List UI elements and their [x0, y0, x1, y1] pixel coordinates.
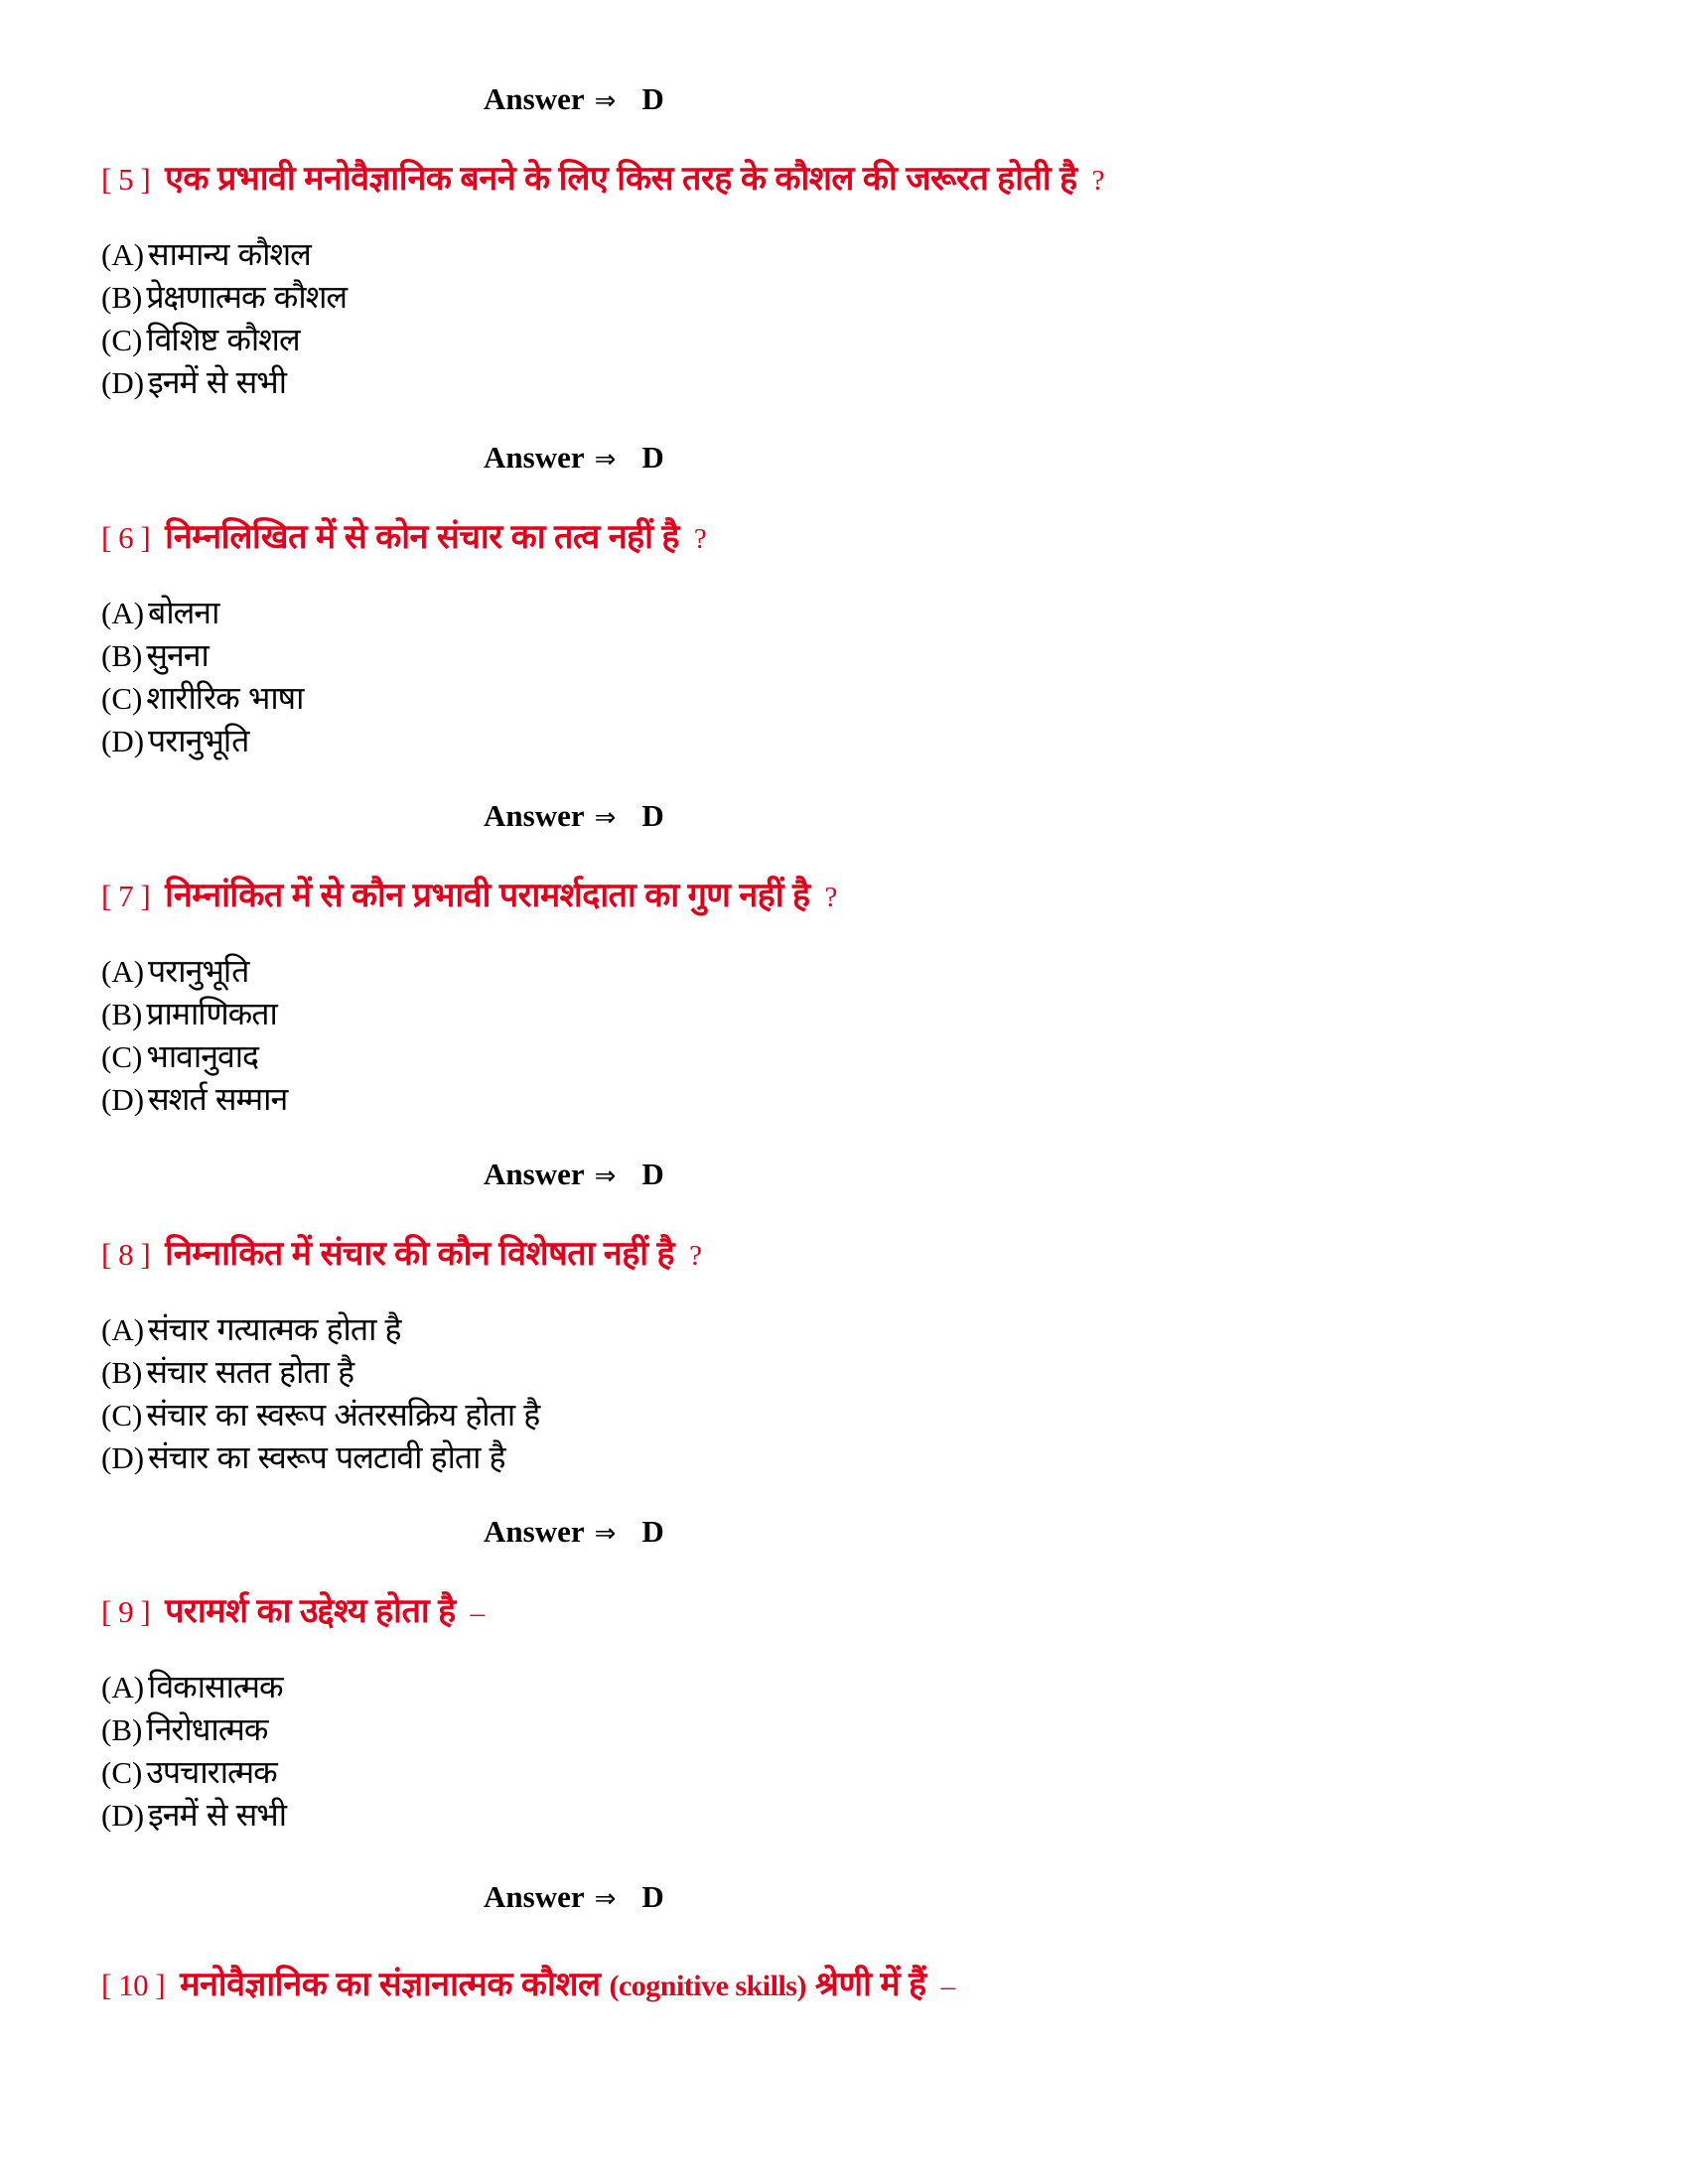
answer-label: Answer [484, 798, 585, 833]
option-c [101, 319, 347, 361]
answer-line-q5 [484, 440, 664, 478]
option-label: (D) [101, 365, 145, 400]
question-text-english: (cognitive skills) [609, 1970, 806, 2002]
option-b [101, 276, 347, 319]
options-q9 [101, 1666, 286, 1837]
question-text: निम्नाकित में संचार की कौन विशेषता नहीं है [165, 1235, 675, 1273]
answer-value: D [641, 1514, 664, 1549]
question-6 [101, 515, 706, 561]
option-text: विशिष्ट कौशल [146, 321, 300, 358]
option-a [101, 233, 347, 276]
question-9 [101, 1589, 485, 1635]
option-text: संचार का स्वरूप अंतरसक्रिय होता है [146, 1396, 540, 1433]
options-q7 [101, 950, 287, 1121]
option-text: इनमें से सभी [148, 363, 287, 401]
option-a [101, 1666, 286, 1708]
option-text: सामान्य कौशल [148, 235, 311, 273]
option-text: परानुभूति [148, 722, 249, 759]
option-text: निरोधात्मक [146, 1710, 268, 1748]
question-number: [ 6 ] [101, 520, 151, 555]
option-label: (A) [101, 1670, 145, 1705]
option-c [101, 1394, 539, 1436]
answer-value: D [641, 1879, 664, 1914]
option-b [101, 993, 287, 1035]
option-label: (B) [101, 1712, 143, 1747]
question-number: [ 9 ] [101, 1594, 151, 1629]
option-b [101, 1351, 539, 1394]
answer-line-q9 [484, 1879, 664, 1917]
option-label: (B) [101, 638, 143, 673]
implies-arrow-icon: ⇒ [594, 1884, 617, 1914]
option-c [101, 1751, 286, 1794]
question-suffix: ? [824, 882, 837, 913]
option-label: (B) [101, 280, 143, 315]
implies-arrow-icon: ⇒ [594, 1161, 617, 1191]
option-label: (C) [101, 1039, 143, 1074]
option-text: प्रेक्षणात्मक कौशल [146, 278, 348, 316]
question-suffix: ? [689, 1240, 702, 1272]
option-label: (B) [101, 997, 143, 1031]
question-text: मनोवैज्ञानिक का संज्ञानात्मक कौशल [180, 1966, 601, 2003]
answer-line-q6 [484, 798, 664, 836]
option-b [101, 634, 303, 677]
option-text: सशर्त सम्मान [148, 1080, 288, 1118]
answer-value: D [641, 440, 664, 475]
option-text: सुनना [146, 636, 209, 674]
option-label: (A) [101, 954, 145, 989]
option-label: (C) [101, 323, 143, 357]
option-label: (A) [101, 237, 145, 272]
option-a [101, 950, 287, 993]
option-text: इनमें से सभी [148, 1796, 287, 1834]
answer-line-q8 [484, 1514, 664, 1552]
option-a [101, 592, 303, 634]
answer-label: Answer [484, 81, 585, 116]
option-c [101, 677, 303, 720]
option-label: (D) [101, 724, 145, 758]
answer-label: Answer [484, 1157, 585, 1191]
question-number: [ 8 ] [101, 1237, 151, 1272]
option-a [101, 1308, 539, 1351]
option-label: (D) [101, 1082, 145, 1117]
option-text: संचार का स्वरूप पलटावी होता है [148, 1438, 505, 1476]
option-label: (D) [101, 1440, 145, 1475]
option-text: संचार गत्यात्मक होता है [148, 1310, 401, 1348]
question-5 [101, 157, 1104, 203]
option-label: (C) [101, 1755, 143, 1790]
option-label: (D) [101, 1798, 145, 1833]
question-8 [101, 1232, 701, 1278]
implies-arrow-icon: ⇒ [594, 86, 617, 116]
question-text: परामर्श का उद्देश्य होता है [165, 1592, 456, 1630]
implies-arrow-icon: ⇒ [594, 803, 617, 833]
option-text: बोलना [148, 594, 219, 631]
option-d [101, 361, 347, 404]
answer-value: D [641, 798, 664, 833]
question-suffix: ? [1091, 165, 1105, 197]
question-suffix: ? [693, 523, 707, 555]
option-b [101, 1708, 286, 1751]
question-text: निम्नलिखित में से कोन संचार का तत्व नहीं है [165, 518, 679, 556]
answer-label: Answer [484, 1514, 585, 1549]
question-text-after: श्रेणी में हैं [814, 1966, 926, 2003]
answer-label: Answer [484, 1879, 585, 1914]
answer-label: Answer [484, 440, 585, 475]
options-q8 [101, 1308, 539, 1479]
option-label: (C) [101, 1398, 143, 1433]
answer-line-q4 [484, 81, 664, 119]
options-q5 [101, 233, 347, 404]
option-label: (C) [101, 681, 143, 716]
option-text: शारीरिक भाषा [146, 679, 304, 717]
options-q6 [101, 592, 303, 762]
option-text: विकासात्मक [148, 1668, 283, 1706]
option-d [101, 720, 303, 762]
answer-value: D [641, 1157, 664, 1191]
option-d [101, 1794, 286, 1837]
option-label: (A) [101, 1312, 145, 1347]
answer-line-q7 [484, 1157, 664, 1194]
option-text: संचार सतत होता है [146, 1353, 354, 1391]
question-suffix: – [940, 1971, 955, 2002]
question-number: [ 7 ] [101, 879, 151, 913]
implies-arrow-icon: ⇒ [594, 1519, 617, 1549]
question-number: [ 5 ] [101, 162, 151, 197]
option-label: (A) [101, 596, 145, 630]
option-label: (B) [101, 1355, 143, 1390]
option-d [101, 1436, 539, 1479]
option-c [101, 1035, 287, 1078]
question-suffix: – [470, 1597, 485, 1629]
question-text: एक प्रभावी मनोवैज्ञानिक बनने के लिए किस तरह के कौशल की जरूरत होती है [165, 160, 1077, 198]
option-text: भावानुवाद [146, 1037, 259, 1075]
option-text: परानुभूति [148, 952, 249, 990]
question-number: [ 10 ] [101, 1968, 166, 2002]
option-d [101, 1078, 287, 1121]
option-text: उपचारात्मक [146, 1753, 277, 1791]
question-7 [101, 874, 837, 919]
implies-arrow-icon: ⇒ [594, 445, 617, 475]
option-text: प्रामाणिकता [146, 995, 277, 1032]
answer-value: D [641, 81, 664, 116]
question-text: निम्नांकित में से कौन प्रभावी परामर्शदाता का गुण नहीं है [165, 877, 810, 914]
question-10 [101, 1963, 955, 2008]
